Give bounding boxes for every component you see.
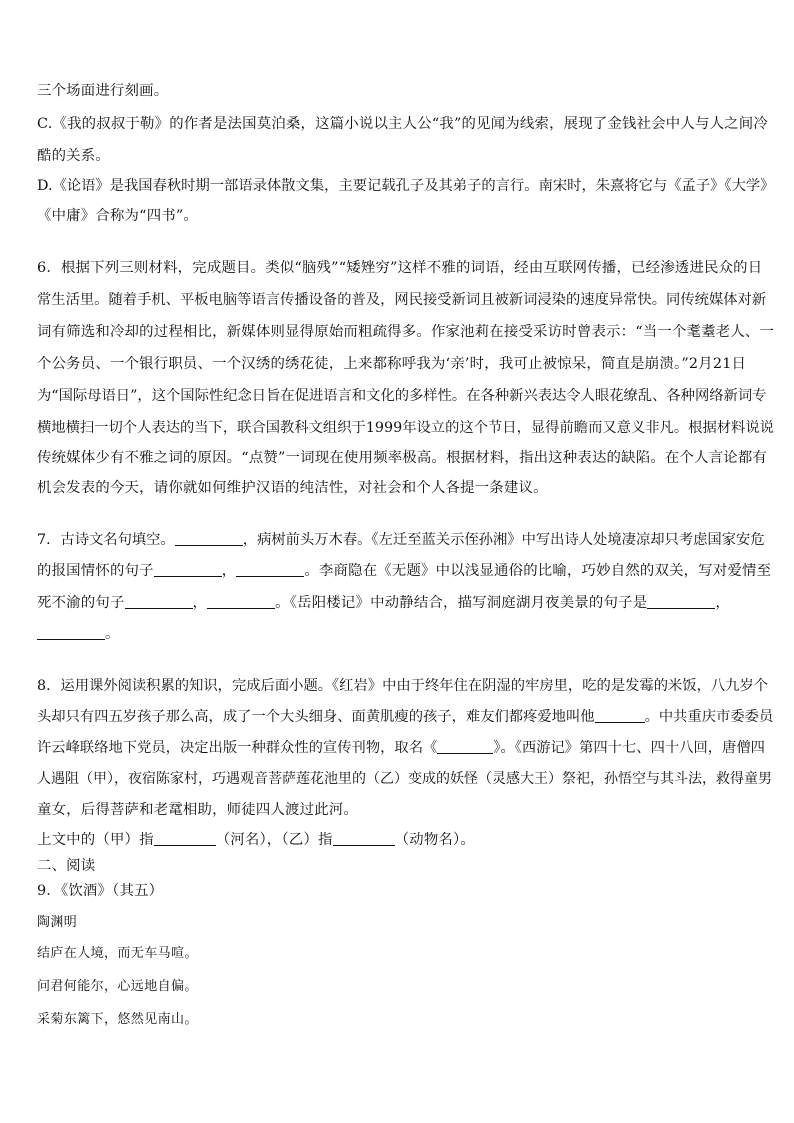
text-line: 《中庸》合称为“四书”。 bbox=[37, 208, 199, 224]
fill-blank[interactable] bbox=[154, 562, 222, 577]
q7-text: 。李商隐在《无题》中以浅显通俗的比喻，巧妙自然的双关，写对爱情至 bbox=[304, 563, 772, 579]
q8-text: 》。《西游记》第四十七、四十八回，唐僧四 bbox=[493, 740, 765, 756]
question-8-line: 人遇阻（甲），夜宿陈家村，巧遇观音菩萨莲花池里的（乙）变成的妖怪（灵感大王）祭祀，孙悟空与其斗法，救得童男 bbox=[37, 771, 772, 787]
question-6-line: 机会发表的今天，请你就如何维护汉语的纯洁性，对社会和个人各提一条建议。 bbox=[37, 480, 548, 496]
q7-text: 7．古诗文名句填空。 bbox=[37, 532, 175, 548]
fill-blank[interactable] bbox=[175, 531, 243, 546]
text-line: 酷的关系。 bbox=[37, 148, 110, 164]
fill-blank[interactable] bbox=[37, 625, 105, 640]
q7-text: ， bbox=[192, 595, 208, 611]
question-8-line: 8．运用课外阅读积累的知识，完成后面小题。《红岩》中由于终年住在阴湿的牢房里，吃的是发霉的米饭，八九岁个 bbox=[37, 678, 769, 694]
fill-blank[interactable] bbox=[154, 831, 216, 846]
fill-blank[interactable] bbox=[125, 594, 193, 609]
question-6-line: 常生活里。随着手机、平板电脑等语言传播设备的普及，网民接受新词且被新词浸染的速度异常快。同传统媒体对新 bbox=[37, 292, 767, 308]
q7-text: 死不渝的句子 bbox=[37, 595, 125, 611]
fill-blank[interactable] bbox=[236, 562, 304, 577]
fill-blank[interactable] bbox=[207, 594, 275, 609]
q8-text: 。中共重庆市委委员 bbox=[644, 709, 774, 725]
question-8-line bbox=[37, 738, 774, 758]
fill-blank[interactable] bbox=[437, 739, 493, 754]
q7-text: ，病树前头万木春。《左迁至蓝关示侄孙湘》中写出诗人处境凄凉却只考虑国家安危 bbox=[242, 532, 765, 548]
q8-text: （河名），（乙）指 bbox=[215, 832, 333, 848]
question-7-line bbox=[37, 530, 774, 550]
section-heading: 二、阅读 bbox=[37, 858, 96, 874]
q7-text: 。 bbox=[105, 626, 120, 642]
question-7-line bbox=[37, 593, 774, 613]
question-8-line bbox=[37, 707, 774, 727]
text-line: D.《论语》是我国春秋时期一部语录体散文集，主要记载孔子及其弟子的言行。南宋时，朱熹将它与《孟子》《大学》 bbox=[37, 178, 775, 194]
question-6-line: 为“国际母语日”，这个国际性纪念日旨在促进语言和文化的多样性。在各种新兴表达令人眼花缭乱、各种网络新词专 bbox=[37, 388, 767, 404]
question-9-title: 9．《饮酒》（其五） bbox=[37, 883, 164, 899]
poem-line: 问君何能尔，心远地自偏。 bbox=[37, 979, 198, 994]
fill-blank[interactable] bbox=[333, 831, 395, 846]
fill-blank[interactable] bbox=[647, 594, 715, 609]
q8-text: 头却只有四五岁孩子那么高，成了一个大头细身、面黄肌瘦的孩子，难友们都疼爱地叫他 bbox=[37, 709, 595, 725]
question-7-line bbox=[37, 624, 774, 644]
q8-text: 许云峰联络地下党员，决定出版一种群众性的宣传刊物，取名《 bbox=[37, 740, 438, 756]
poem-author: 陶渊明 bbox=[37, 915, 78, 930]
question-6-line: 6．根据下列三则材料，完成题目。类似“脑残”“矮矬穷”这样不雅的词语，经由互联网传播，已经渗透进民众的日 bbox=[37, 260, 763, 276]
text-line: C.《我的叔叔于勒》的作者是法国莫泊桑，这篇小说以主人公“我”的见闻为线索，展现了金钱社会中人与人之间冷 bbox=[37, 116, 768, 132]
q7-text: 。《岳阳楼记》中动静结合，描写洞庭湖月夜美景的句子是 bbox=[275, 595, 648, 611]
question-6-line: 传统媒体少有不雅之词的原因。“点赞”一词现在使用频率极高。根据材料，指出这种表达的缺陷。在个人言论都有 bbox=[37, 450, 768, 466]
poem-line: 采菊东篱下，悠然见南山。 bbox=[37, 1012, 198, 1027]
q7-text: ， bbox=[221, 563, 237, 579]
question-6-line: 词有筛选和冷却的过程相比，新媒体则显得原始而粗疏得多。作家池莉在接受采访时曾表示：“当一个耄耋老人、一 bbox=[37, 324, 775, 340]
question-8-line bbox=[37, 830, 774, 850]
question-6-line: 个公务员、一个银行职员、一个汉绣的绣花徒，上来都称呼我为‘亲’时，我可止被惊呆，简直是崩溃。”2月21日 bbox=[37, 356, 747, 372]
q7-text: 的报国情怀的句子 bbox=[37, 563, 154, 579]
question-8-line: 童女，后得菩萨和老鼋相助，师徒四人渡过此河。 bbox=[37, 802, 358, 818]
q8-text: 上文中的（甲）指 bbox=[37, 832, 154, 848]
q8-text: （动物名）。 bbox=[394, 832, 476, 848]
question-6-line: 横地横扫一切个人表达的当下，联合国教科文组织于1999年设立的这个节日，显得前瞻而又意义非凡。根据材料说说 bbox=[37, 420, 774, 436]
fill-blank[interactable] bbox=[595, 708, 645, 723]
question-7-line bbox=[37, 561, 774, 581]
text-line: 三个场面进行刻画。 bbox=[37, 83, 169, 99]
poem-line: 结庐在人境，而无车马喧。 bbox=[37, 946, 198, 961]
q7-text: ， bbox=[715, 595, 730, 611]
